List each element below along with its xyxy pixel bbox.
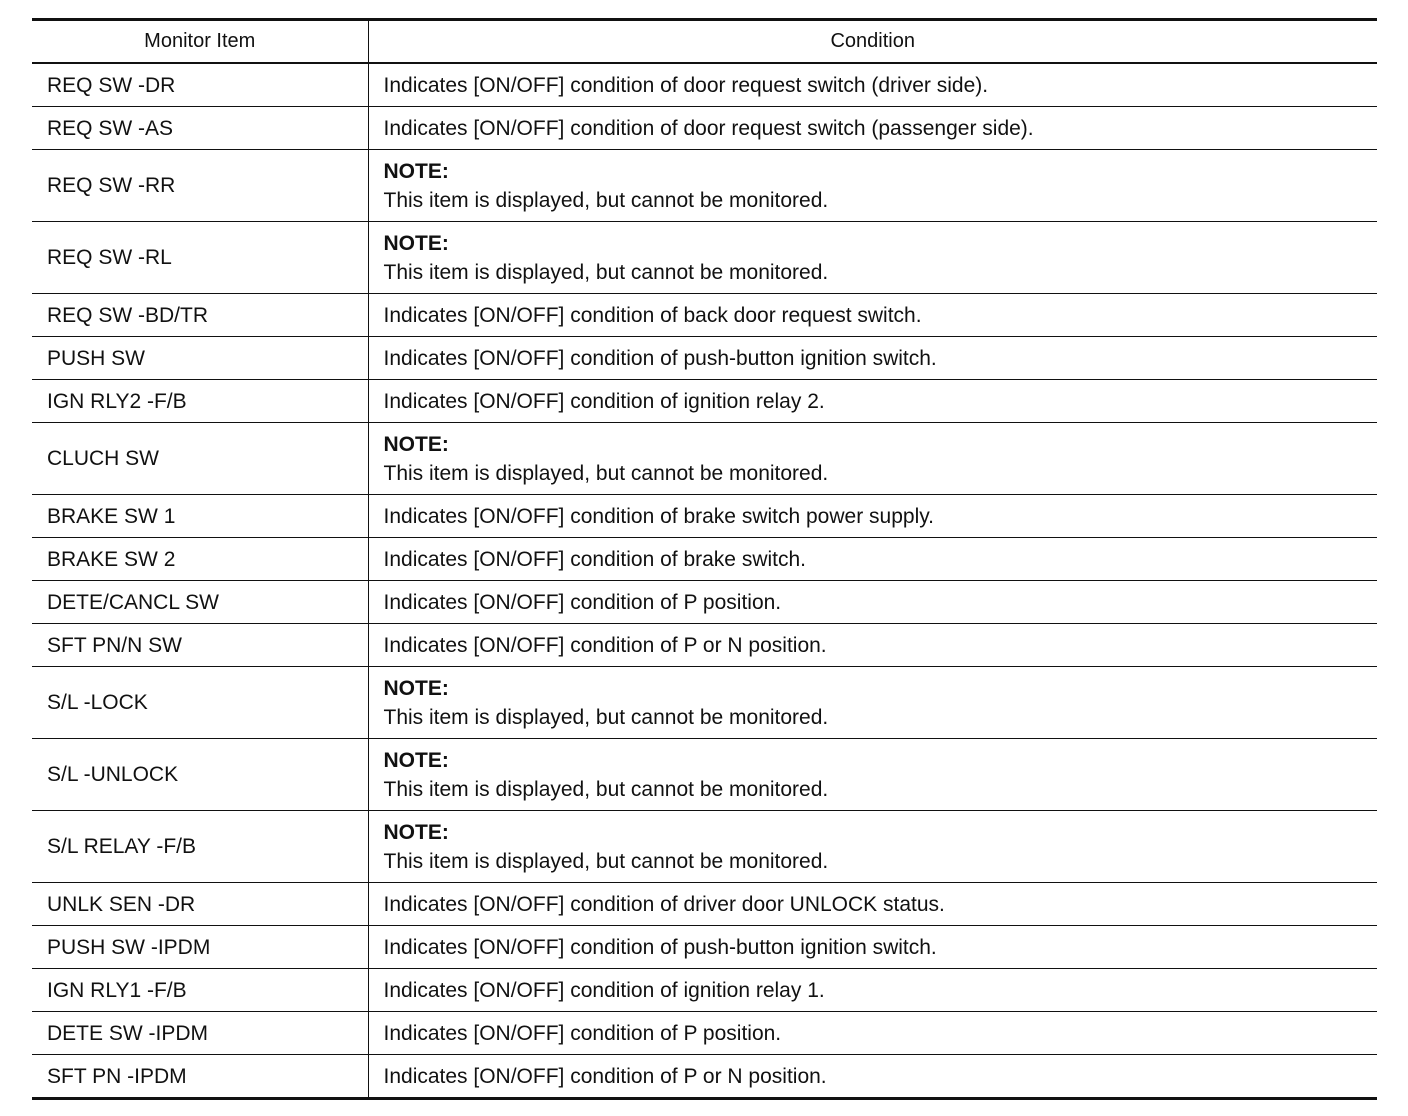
table-row xyxy=(32,883,1377,926)
monitor-item-cell: IGN RLY2 -F/B xyxy=(32,380,368,423)
monitor-item-table xyxy=(32,18,1377,1100)
monitor-item-cell: REQ SW -BD/TR xyxy=(32,294,368,337)
table-header-row xyxy=(32,20,1377,64)
table-row xyxy=(32,337,1377,380)
monitor-item-cell: REQ SW -RL xyxy=(32,222,368,294)
condition-cell: Indicates [ON/OFF] condition of door request switch (driver side). xyxy=(383,73,989,97)
monitor-item-cell: DETE/CANCL SW xyxy=(32,581,368,624)
monitor-item-cell: REQ SW -AS xyxy=(32,107,368,150)
monitor-item-cell: BRAKE SW 2 xyxy=(32,538,368,581)
table-row xyxy=(32,150,1377,222)
note-text: This item is displayed, but cannot be monitored. xyxy=(383,260,829,284)
condition-cell xyxy=(368,150,1377,222)
monitor-item-cell: S/L -LOCK xyxy=(32,667,368,739)
condition-cell: Indicates [ON/OFF] condition of brake switch power supply. xyxy=(383,504,935,528)
monitor-item-cell: S/L -UNLOCK xyxy=(32,739,368,811)
table-row xyxy=(32,581,1377,624)
monitor-item-cell: DETE SW -IPDM xyxy=(32,1012,368,1055)
condition-cell xyxy=(368,811,1377,883)
condition-cell xyxy=(368,739,1377,811)
monitor-item-cell: REQ SW -DR xyxy=(32,63,368,107)
monitor-item-cell: PUSH SW -IPDM xyxy=(32,926,368,969)
monitor-item-cell: PUSH SW xyxy=(32,337,368,380)
condition-cell xyxy=(368,222,1377,294)
table-row xyxy=(32,423,1377,495)
condition-cell: Indicates [ON/OFF] condition of brake switch. xyxy=(383,547,807,571)
table-row xyxy=(32,667,1377,739)
table-row xyxy=(32,294,1377,337)
monitor-item-cell: IGN RLY1 -F/B xyxy=(32,969,368,1012)
monitor-item-cell: CLUCH SW xyxy=(32,423,368,495)
table-row xyxy=(32,222,1377,294)
condition-cell: Indicates [ON/OFF] condition of P position. xyxy=(383,1021,782,1045)
condition-cell: Indicates [ON/OFF] condition of door request switch (passenger side). xyxy=(383,116,1034,140)
condition-cell: Indicates [ON/OFF] condition of back door request switch. xyxy=(383,303,922,327)
table-row xyxy=(32,739,1377,811)
header-condition: Condition xyxy=(830,30,915,52)
monitor-item-cell: REQ SW -RR xyxy=(32,150,368,222)
note-text: This item is displayed, but cannot be monitored. xyxy=(383,777,829,801)
monitor-item-cell: S/L RELAY -F/B xyxy=(32,811,368,883)
monitor-item-cell: UNLK SEN -DR xyxy=(32,883,368,926)
table-row xyxy=(32,969,1377,1012)
monitor-item-cell: SFT PN -IPDM xyxy=(32,1055,368,1099)
table-row xyxy=(32,495,1377,538)
note-label: NOTE: xyxy=(383,748,449,772)
condition-cell: Indicates [ON/OFF] condition of ignition relay 1. xyxy=(383,978,825,1002)
table-row xyxy=(32,538,1377,581)
note-text: This item is displayed, but cannot be monitored. xyxy=(383,705,829,729)
table-row xyxy=(32,1012,1377,1055)
table-row xyxy=(32,624,1377,667)
condition-cell xyxy=(368,667,1377,739)
table-row xyxy=(32,926,1377,969)
condition-cell: Indicates [ON/OFF] condition of push-button ignition switch. xyxy=(383,346,937,370)
note-label: NOTE: xyxy=(383,676,449,700)
condition-cell: Indicates [ON/OFF] condition of P or N position. xyxy=(383,1064,827,1088)
note-label: NOTE: xyxy=(383,820,449,844)
monitor-item-cell: SFT PN/N SW xyxy=(32,624,368,667)
monitor-item-table-container xyxy=(32,18,1377,1100)
monitor-item-cell: BRAKE SW 1 xyxy=(32,495,368,538)
table-row xyxy=(32,1055,1377,1099)
condition-cell xyxy=(368,423,1377,495)
table-row xyxy=(32,107,1377,150)
note-label: NOTE: xyxy=(383,159,449,183)
note-text: This item is displayed, but cannot be monitored. xyxy=(383,188,829,212)
note-label: NOTE: xyxy=(383,231,449,255)
note-label: NOTE: xyxy=(383,432,449,456)
header-monitor-item: Monitor Item xyxy=(32,20,368,64)
condition-cell: Indicates [ON/OFF] condition of P or N position. xyxy=(383,633,827,657)
table-row xyxy=(32,811,1377,883)
condition-cell: Indicates [ON/OFF] condition of P position. xyxy=(383,590,782,614)
table-row xyxy=(32,380,1377,423)
table-row xyxy=(32,63,1377,107)
condition-cell: Indicates [ON/OFF] condition of push-button ignition switch. xyxy=(383,935,937,959)
note-text: This item is displayed, but cannot be monitored. xyxy=(383,461,829,485)
condition-cell: Indicates [ON/OFF] condition of driver door UNLOCK status. xyxy=(383,892,945,916)
condition-cell: Indicates [ON/OFF] condition of ignition relay 2. xyxy=(383,389,825,413)
note-text: This item is displayed, but cannot be monitored. xyxy=(383,849,829,873)
